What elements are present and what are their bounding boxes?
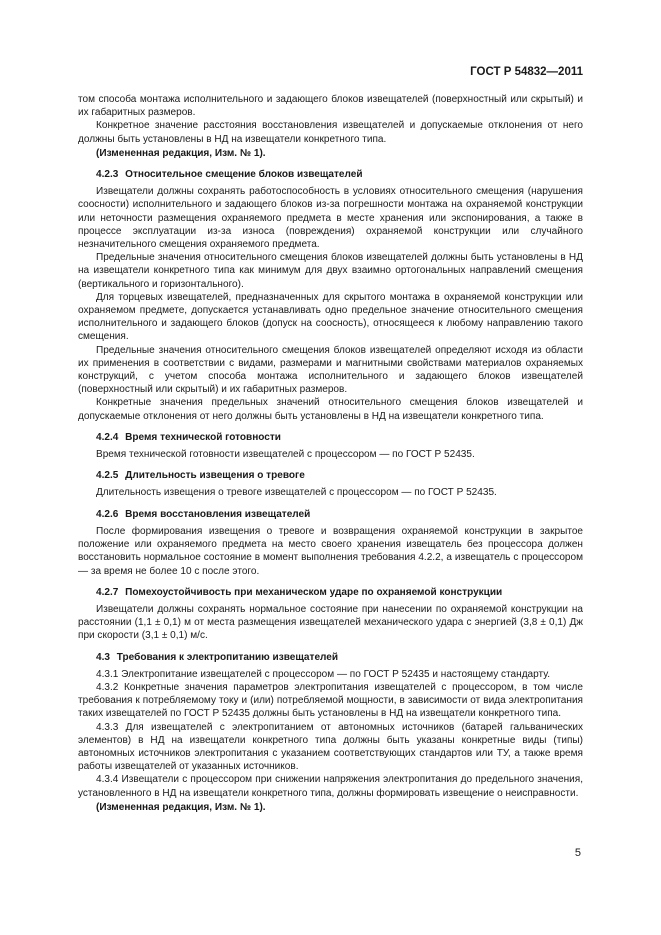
document-header: ГОСТ Р 54832—2011 xyxy=(470,66,583,78)
paragraph: 4.3.1 Электропитание извещателей с процессором — по ГОСТ Р 52435 и настоящему стандарту. xyxy=(96,668,551,680)
paragraph: 4.3.3 Для извещателей с электропитанием от автономных источников (батарей гальванических элементов) в НД на извещатели конкретного типа должны быть указаны конкретные виды (типы) автономных источников электропитания с указанием соответствующих стандартов или ТУ, а также время работы извещателей от указанных источников. xyxy=(78,721,583,773)
paragraph: том способа монтажа исполнительного и задающего блоков извещателей (поверхностный или скрытый) и их габаритных размеров. xyxy=(78,94,583,119)
paragraph: Предельные значения относительного смещения блоков извещателей определяют исходя из области их применения в соответствии с видами, размерами и магнитными свойствами материалов охраняемых конструкций, с учетом способа монтажа исполнительного и задающего блоков извещателей (поверхностный или скрытый) и их габаритных размеров. xyxy=(78,344,583,396)
paragraph: Извещатели должны сохранять работоспособность в условиях относительного смещения (нарушения соосности) исполнительного и задающего блоков из-за погрешности монтажа на охраняемой конструкции или неточности размещения охраняемого предмета в месте хранения или экспонирования, а также в процессе эксплуатации из-за износа (повреждения) охраняемой конструкции или случайного незначительного смещения охраняемого предмета. xyxy=(78,186,583,251)
amendment-note: (Измененная редакция, Изм. № 1). xyxy=(96,801,266,813)
paragraph: Конкретные значения предельных значений относительного смещения блоков извещателей и допускаемые отклонения от него должны быть установлены в НД на извещатели конкретного типа. xyxy=(78,397,583,422)
section-heading-4-2-4: 4.2.4 Время технической готовности xyxy=(96,431,281,443)
paragraph: Извещатели должны сохранять нормальное состояние при нанесении по охраняемой конструкции на расстоянии (1,1 ± 0,1) м от места размещения извещателей механического удара с энергией (3,8 ± 0,1) Дж при скорости (3,1 ± 0,1) м/с. xyxy=(78,603,583,642)
section-heading-4-2-5: 4.2.5 Длительность извещения о тревоге xyxy=(96,470,305,482)
paragraph: Время технической готовности извещателей с процессором — по ГОСТ Р 52435. xyxy=(96,449,475,461)
paragraph: После формирования извещения о тревоге и возвращения охраняемой конструкции в закрытое положение или охраняемого предмета на место своего хранения извещатель без процессора должен восстановить нормальное состояние в момент выполнения требования 4.2.2, а извещатель с процессором — за время не более 10 с после этого. xyxy=(78,525,583,577)
paragraph: Для торцевых извещателей, предназначенных для скрытого монтажа в охраняемой конструкции или охраняемом предмете, допускается устанавливать одно предельное значение относительного смещения исполнительного и задающего блоков (допуск на соосность), относящееся к любому направлению такого смещения. xyxy=(78,291,583,343)
page-number: 5 xyxy=(574,847,581,859)
section-heading-4-3: 4.3 Требования к электропитанию извещателей xyxy=(96,651,339,663)
paragraph: Конкретное значение расстояния восстановления извещателей и допускаемые отклонения от него должны быть установлены в НД на извещатели конкретного типа. xyxy=(78,120,583,145)
paragraph: 4.3.2 Конкретные значения параметров электропитания извещателей с процессором, в том числе требования к потребляемому току и (или) потребляемой мощности, в зависимости от вида электропитания таких извещателей по ГОСТ Р 52435 должны быть установлены в НД на извещатели конкретного типа. xyxy=(78,681,583,720)
section-heading-4-2-7: 4.2.7 Помехоустойчивость при механическом ударе по охраняемой конструкции xyxy=(96,586,503,598)
paragraph: 4.3.4 Извещатели с процессором при снижении напряжения электропитания до предельного значения, установленного в НД на извещатели конкретного типа, должны формировать извещение о неисправности. xyxy=(78,774,583,799)
section-heading-4-2-6: 4.2.6 Время восстановления извещателей xyxy=(96,508,311,520)
amendment-note: (Измененная редакция, Изм. № 1). xyxy=(96,147,266,159)
paragraph: Предельные значения относительного смещения блоков извещателей должны быть установлены в НД на извещатели конкретного типа как минимум для двух взаимно ортогональных направлений смещения (вертикального и горизонтального). xyxy=(78,252,583,290)
paragraph: Длительность извещения о тревоге извещателей с процессором — по ГОСТ Р 52435. xyxy=(96,487,497,499)
section-heading-4-2-3: 4.2.3 Относительное смещение блоков извещателей xyxy=(96,169,363,181)
document-body xyxy=(78,93,583,814)
